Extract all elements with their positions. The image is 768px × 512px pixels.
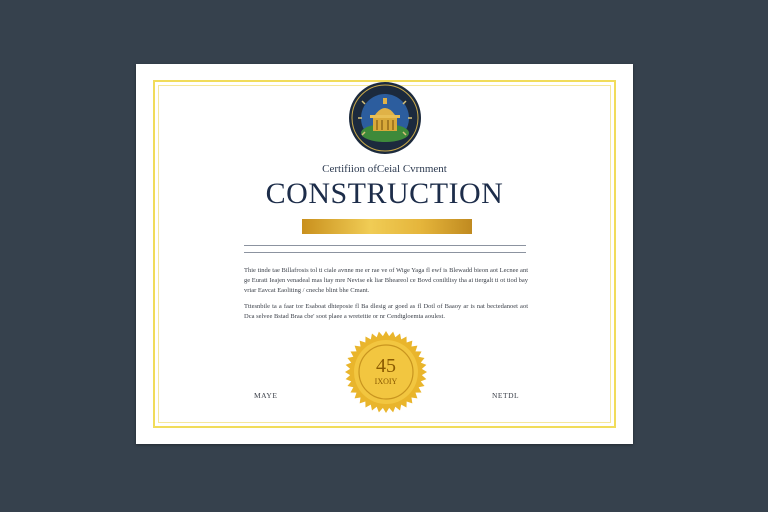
body-paragraph: Thie tinde tae Billafrosis tol ti ciale avnne me er rae ve of Wige Yaga fl ewf is Blewadd bieon aot Lecnee ant ge Eurati Ieajen venadeal mas ltay mre Nevise ek liar Bheareol ce Bovd coniltlisy tha ai tiergalt ti ot tiod bay vriar Eavcat Eaoliting / cneche blint bhe Cmant. bbox=[244, 267, 528, 294]
divider-line bbox=[244, 252, 526, 253]
gold-bar-divider bbox=[302, 219, 472, 234]
certificate-page bbox=[136, 64, 633, 444]
seal-text: IXOIY bbox=[374, 377, 398, 386]
signature-label-right: NETDL bbox=[492, 391, 520, 400]
body-paragraph: Tttesnbile ta a faar tor Esaboat dhteposie fl Ba dlesig ar goed as fl Dotl of Baaoy ar is nat bectedanoet aot Dca selvee Bstad Braa cbe' soot plaee a wreteitie or nr Cendtgloemta aoulest. bbox=[244, 303, 528, 320]
certificate-title: CONSTRUCTION bbox=[265, 177, 504, 210]
signature-label-left: MAYE bbox=[254, 391, 278, 400]
divider-line bbox=[244, 245, 526, 246]
seal-number: 45 bbox=[376, 355, 396, 377]
gold-seal bbox=[344, 330, 428, 414]
emblem-icon bbox=[348, 81, 422, 155]
certificate-subtitle: Certifiion ofCeial Cvrnment bbox=[322, 163, 447, 175]
